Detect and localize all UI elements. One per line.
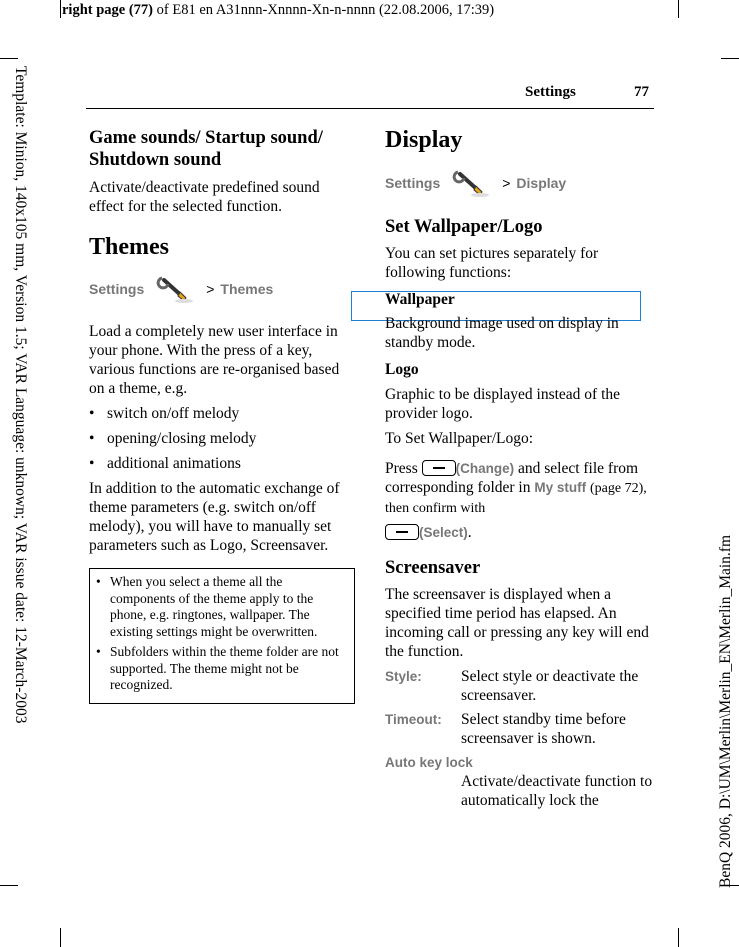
note-item: • When you select a theme all the components of the theme apply to the phone, e.g. ringtones, wallpaper. The existing settings might be overwritten.	[96, 574, 348, 640]
wrench-icon	[450, 168, 496, 198]
job-header	[62, 2, 494, 19]
my-stuff-label: My stuff	[534, 480, 587, 495]
wallpaper-text: Background image used on display in standby mode.	[385, 315, 619, 351]
definition-row	[385, 667, 655, 705]
press-instructions	[385, 459, 655, 542]
wrench-icon	[154, 274, 200, 304]
themes-intro: Load a completely new user interface in your phone. With the press of a key, various functions are re-organised based on a theme, e.g.	[89, 323, 340, 397]
select-label: (Select)	[419, 525, 468, 540]
to-set-text: To Set Wallpaper/Logo:	[385, 430, 534, 447]
definition-term: Auto key lock	[385, 755, 473, 770]
crop-mark	[678, 0, 679, 18]
definition-term: Style:	[385, 669, 422, 684]
press-rest: and select file from corresponding folder in	[385, 460, 639, 496]
path-display: Display	[516, 175, 567, 191]
wallpaper-label: Wallpaper	[385, 291, 455, 308]
template-info	[2, 66, 38, 886]
logo-text: Graphic to be displayed instead of the provider logo.	[385, 386, 621, 422]
themes-heading: Themes	[89, 234, 169, 260]
wallpaper-intro: You can set pictures separately for following functions:	[385, 245, 599, 281]
job-title: right page (77)	[62, 2, 154, 18]
right-column	[385, 126, 655, 810]
wallpaper-heading: Set Wallpaper/Logo	[385, 217, 543, 237]
themes-outro: In addition to the automatic exchange of theme parameters (e.g. switch on/off melody), you will have to manually set parameters such as Logo, Screensaver.	[89, 480, 340, 554]
change-label: (Change)	[455, 461, 515, 476]
path-settings: Settings	[89, 281, 145, 297]
crop-mark	[60, 0, 61, 18]
definition-row	[385, 753, 655, 810]
definition-desc: Select standby time before screensaver is shown.	[461, 711, 626, 747]
definition-desc: Select style or deactivate the screensaver.	[461, 668, 639, 704]
display-menu-path	[385, 168, 655, 198]
definition-term: Timeout:	[385, 712, 442, 727]
path-themes: Themes	[220, 281, 274, 297]
crop-mark	[0, 58, 18, 59]
display-heading: Display	[385, 127, 463, 153]
header-rule	[86, 108, 654, 109]
path-separator: >	[206, 281, 215, 297]
themes-menu-path	[89, 274, 351, 304]
note-item: • Subfolders within the theme folder are not supported. The theme might not be recognized.	[96, 644, 348, 694]
definition-desc: Activate/deactivate function to automatically lock the	[461, 773, 653, 809]
left-column	[89, 127, 351, 704]
softkey-icon	[385, 524, 419, 540]
themes-bullet-list	[89, 404, 351, 473]
note-box	[89, 568, 355, 704]
screensaver-heading: Screensaver	[385, 558, 481, 578]
running-title: Settings	[525, 84, 576, 100]
crop-mark	[721, 58, 739, 59]
page-number: 77	[634, 84, 649, 100]
definition-row	[385, 710, 655, 748]
list-item: • additional animations	[89, 454, 351, 473]
path-separator: >	[502, 175, 511, 191]
template-info-text: Template: Minion, 140x105 mm, Version 1.5; VAR Language: unknown; VAR issue date: 12-March-2003	[12, 66, 29, 724]
game-sounds-heading: Game sounds/ Startup sound/ Shutdown sound	[89, 128, 323, 170]
path-settings: Settings	[385, 175, 441, 191]
crop-mark	[678, 928, 679, 947]
page-ref: (page 72), then confirm with	[385, 481, 647, 516]
screensaver-options	[385, 667, 655, 810]
press-word: Press	[385, 460, 418, 477]
list-item: • switch on/off melody	[89, 404, 351, 423]
file-path-info	[703, 496, 739, 896]
softkey-icon	[422, 460, 456, 476]
list-item: • opening/closing melody	[89, 429, 351, 448]
file-path-text: BenQ 2006, D:\UM\Merlin\Merlin_EN\Merlin_Main.fm	[717, 534, 734, 888]
job-info: of E81 en A31nnn-Xnnnn-Xn-n-nnnn (22.08.2006, 17:39)	[156, 2, 495, 18]
logo-label: Logo	[385, 361, 419, 378]
game-sounds-text: Activate/deactivate predefined sound effect for the selected function.	[89, 179, 320, 215]
period: .	[467, 524, 472, 541]
screensaver-text: The screensaver is displayed when a specified time period has elapsed. An incoming call or pressing any key will end the function.	[385, 586, 649, 660]
crop-mark	[60, 928, 61, 947]
